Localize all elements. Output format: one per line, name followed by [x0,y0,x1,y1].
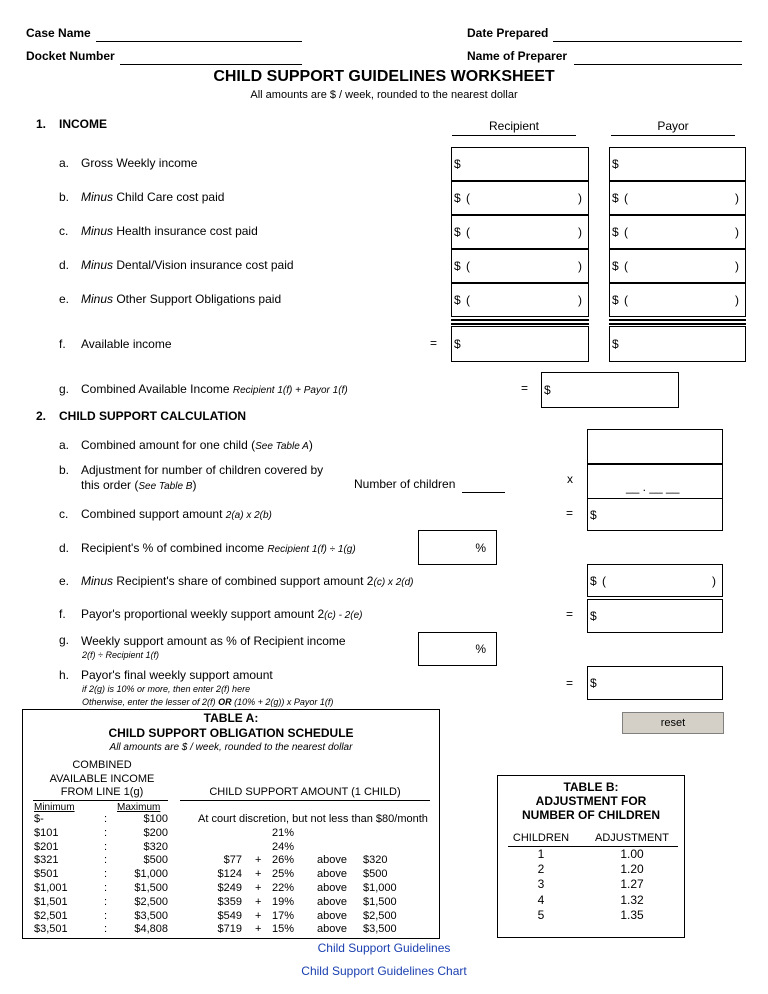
table-a-cell: $- [34,813,44,825]
calc-row-letter: h. [59,668,70,682]
recipient-column-header: Recipient [488,119,540,133]
table-a-cell: 26% [272,854,295,867]
table-a-cell: At court discretion, but not less than $80/month [198,813,428,825]
table-a-cell: $359 [217,895,242,908]
equals-sign: = [430,336,438,350]
income-row-letter: a. [59,156,70,170]
table-a-cell: : [104,840,108,853]
recipient-other-support-input[interactable]: $ ( ) [451,283,589,317]
table-a-cell: above [317,868,347,881]
multiply-sign: x [567,472,573,486]
combined-support-amount-output: $ [587,498,723,531]
table-a-cell: above [317,909,347,922]
payor-proportional-output: $ [587,599,723,633]
guidelines-link[interactable]: Child Support Guidelines [317,941,451,955]
table-a-cell: 25% [272,868,295,881]
table-a-combined-header: FROM LINE 1(g) [60,786,144,798]
recipient-child-care-input[interactable]: $ ( ) [451,181,589,215]
equals-sign: = [566,506,574,520]
table-a-cell: $1,501 [34,895,68,908]
number-of-children-label: Number of children [354,477,456,491]
table-b-cell: 1.27 [620,877,644,892]
table-a-cell: 15% [272,923,295,936]
calc-row-letter: b. [59,463,70,477]
calc-row-letter: f. [59,607,66,621]
table-a-cell: $77 [223,854,242,867]
payor-gross-income-input[interactable]: $ [609,147,746,181]
adjustment-factor-input[interactable]: __ . __ __ [587,464,723,499]
table-a-cell: $320 [363,854,388,867]
table-a-cell: + [255,909,262,922]
table-a-cell: $719 [217,923,242,936]
payor-final-output: $ [587,666,723,700]
table-b-cell: 1.20 [620,862,644,877]
table-a-cell: $549 [217,909,242,922]
table-b-cell: 3 [537,877,545,892]
table-a-cell: above [317,854,347,867]
combined-support-amount-label: Combined support amount 2(a) x 2(b) [81,507,272,521]
payor-child-care-input[interactable]: $ ( ) [609,181,746,215]
income-row-letter: f. [59,337,66,351]
table-a-cell: : [104,826,108,839]
section2-number: 2. [36,409,47,423]
section1-title: INCOME [59,117,107,131]
table-b-title: NUMBER OF CHILDREN [522,808,660,822]
section2-title: CHILD SUPPORT CALCULATION [59,409,247,423]
table-a-cell: 22% [272,882,295,894]
table-a-amount-header: CHILD SUPPORT AMOUNT (1 CHILD) [209,786,401,798]
docket-number-label: Docket Number [26,49,115,63]
table-a-cell: + [255,895,262,908]
table-a-title: TABLE A: [203,711,259,725]
child-care-cost-label: Minus Child Care cost paid [81,190,225,204]
recipient-share-output: $ ( ) [587,564,723,597]
income-row-letter: g. [59,382,70,396]
payor-final-label: Payor's final weekly support amount [81,668,273,682]
table-a-cell: : [104,895,108,908]
adjustment-label-line1: Adjustment for number of children covered by [81,463,324,477]
combined-one-child-label: Combined amount for one child (See Table A) [81,438,313,452]
page-title: CHILD SUPPORT GUIDELINES WORKSHEET [213,68,555,85]
recipient-health-insurance-input[interactable]: $ ( ) [451,215,589,249]
income-row-letter: d. [59,258,70,272]
case-name-field[interactable] [96,41,302,42]
calc-row-letter: c. [59,507,69,521]
table-a-note: All amounts are $ / week, rounded to the nearest dollar [109,742,353,753]
table-a-max-header: Maximum [117,802,161,813]
combined-one-child-input[interactable] [587,429,723,464]
table-b-adjustment-header: ADJUSTMENT [595,832,669,844]
weekly-percent-label: Weekly support amount as % of Recipient income [81,634,346,648]
table-a-cell: above [317,882,347,894]
table-a-combined-header: AVAILABLE INCOME [49,773,155,785]
page-subtitle: All amounts are $ / week, rounded to the nearest dollar [250,89,518,101]
table-b-cell: 1 [537,847,545,861]
table-b-cell: 1.32 [620,892,644,907]
table-a-cell: $249 [217,882,242,894]
table-a-cell: $101 [34,826,59,839]
table-a-cell: $501 [34,868,59,881]
table-a-cell: above [317,895,347,908]
other-support-label: Minus Other Support Obligations paid [81,292,282,306]
equals-sign: = [566,607,574,621]
table-a-cell: $500 [363,868,388,881]
table-a-cell: above [317,923,347,936]
table-a-cell: 21% [272,826,295,839]
equals-sign: = [521,381,529,395]
table-a-cell: $1,500 [134,882,168,894]
table-a-combined-header: COMBINED [72,759,132,771]
table-a-cell: + [255,854,262,867]
table-b-cell: 5 [537,907,545,922]
payor-column-header: Payor [657,119,689,133]
table-a-cell: 17% [272,909,295,922]
table-a-cell: $100 [143,813,168,825]
table-a-cell: $124 [217,868,242,881]
dental-vision-label: Minus Dental/Vision insurance cost paid [81,258,294,272]
date-prepared-field[interactable] [553,41,742,42]
table-a-cell: $4,808 [134,923,168,936]
table-b-cell: 2 [537,862,545,877]
table-a-cell: $1,500 [363,895,397,908]
table-a-cell: $2,500 [363,909,397,922]
calc-row-letter: a. [59,438,70,452]
table-a-cell: $3,500 [134,909,168,922]
weekly-percent-formula: 2(f) ÷ Recipient 1(f) [82,650,159,660]
payor-proportional-label: Payor's proportional weekly support amount 2(c) - 2(e) [81,607,363,621]
table-a-cell: $2,501 [34,909,68,922]
calc-row-letter: g. [59,633,70,647]
reset-button[interactable]: reset [622,712,724,734]
payor-final-note2: Otherwise, enter the lesser of 2(f) OR (10% + 2(g)) x Payor 1(f) [82,697,334,707]
weekly-percent-output: % [418,632,497,666]
adjustment-label-line2: this order (See Table B) [81,478,197,492]
table-a-cell: $201 [34,840,59,853]
payor-dental-vision-input[interactable]: $ ( ) [609,249,746,283]
table-b-cell: 1.00 [620,847,644,861]
payor-final-note1: if 2(g) is 10% or more, then enter 2(f) here [82,684,251,694]
table-a-cell: : [104,854,108,867]
available-income-label: Available income [81,337,172,351]
table-a-cell: $3,501 [34,923,68,936]
recipient-share-label: Minus Recipient's share of combined support amount 2(c) x 2(d) [81,574,414,588]
table-a-cell: $200 [143,826,168,839]
table-a-cell: : [104,813,108,825]
table-b-title: ADJUSTMENT FOR [535,794,647,808]
table-a-cell: $321 [34,854,59,867]
combined-available-income-output: $ [541,372,679,408]
income-row-letter: c. [59,224,69,238]
calc-row-letter: e. [59,574,70,588]
table-b-cell: 1.35 [620,907,644,922]
income-row-letter: e. [59,292,70,306]
health-insurance-label: Minus Health insurance cost paid [81,224,258,238]
table-a-cell: $3,500 [363,923,397,936]
table-a-cell: : [104,923,108,936]
payor-other-support-input[interactable]: $ ( ) [609,283,746,317]
number-of-children-input[interactable] [462,492,505,493]
payor-available-income-output: $ [609,326,746,362]
table-a-cell: + [255,923,262,936]
calc-row-letter: d. [59,541,70,555]
table-a-cell: 19% [272,895,295,908]
recipient-percent-label: Recipient's % of combined income Recipient 1(f) ÷ 1(g) [81,541,356,555]
payor-health-insurance-input[interactable]: $ ( ) [609,215,746,249]
table-a-cell: : [104,868,108,881]
table-a-min-header: Minimum [34,802,75,813]
gross-weekly-income-label: Gross Weekly income [81,156,198,170]
table-a-cell: $1,001 [34,882,68,894]
preparer-field[interactable] [574,64,742,65]
table-b-children-header: CHILDREN [512,832,570,844]
recipient-dental-vision-input[interactable]: $ ( ) [451,249,589,283]
preparer-label: Name of Preparer [467,49,568,63]
date-prepared-label: Date Prepared [467,26,549,40]
equals-sign: = [566,676,574,690]
table-a-cell: + [255,868,262,881]
table-a-cell: + [255,882,262,894]
guidelines-chart-link[interactable]: Child Support Guidelines Chart [301,964,467,978]
docket-number-field[interactable] [120,64,302,65]
section1-number: 1. [36,117,47,131]
table-a-cell: $1,000 [134,868,168,881]
recipient-available-income-output: $ [451,326,589,362]
recipient-gross-income-input[interactable]: $ [451,147,589,181]
table-a-cell: $1,000 [363,882,397,894]
table-a-cell: : [104,909,108,922]
table-a-cell: : [104,882,108,894]
combined-available-income-label: Combined Available Income Recipient 1(f) + Payor 1(f) [81,382,348,396]
table-a-subtitle: CHILD SUPPORT OBLIGATION SCHEDULE [108,726,354,740]
recipient-percent-output: % [418,530,497,565]
table-a-cell: $500 [143,854,168,867]
table-b-title: TABLE B: [563,780,619,794]
table-a-cell: $2,500 [134,895,168,908]
table-a-cell: 24% [272,840,295,853]
table-b-cell: 4 [537,892,545,907]
income-row-letter: b. [59,190,70,204]
table-a-cell: $320 [143,840,168,853]
case-name-label: Case Name [26,26,91,40]
